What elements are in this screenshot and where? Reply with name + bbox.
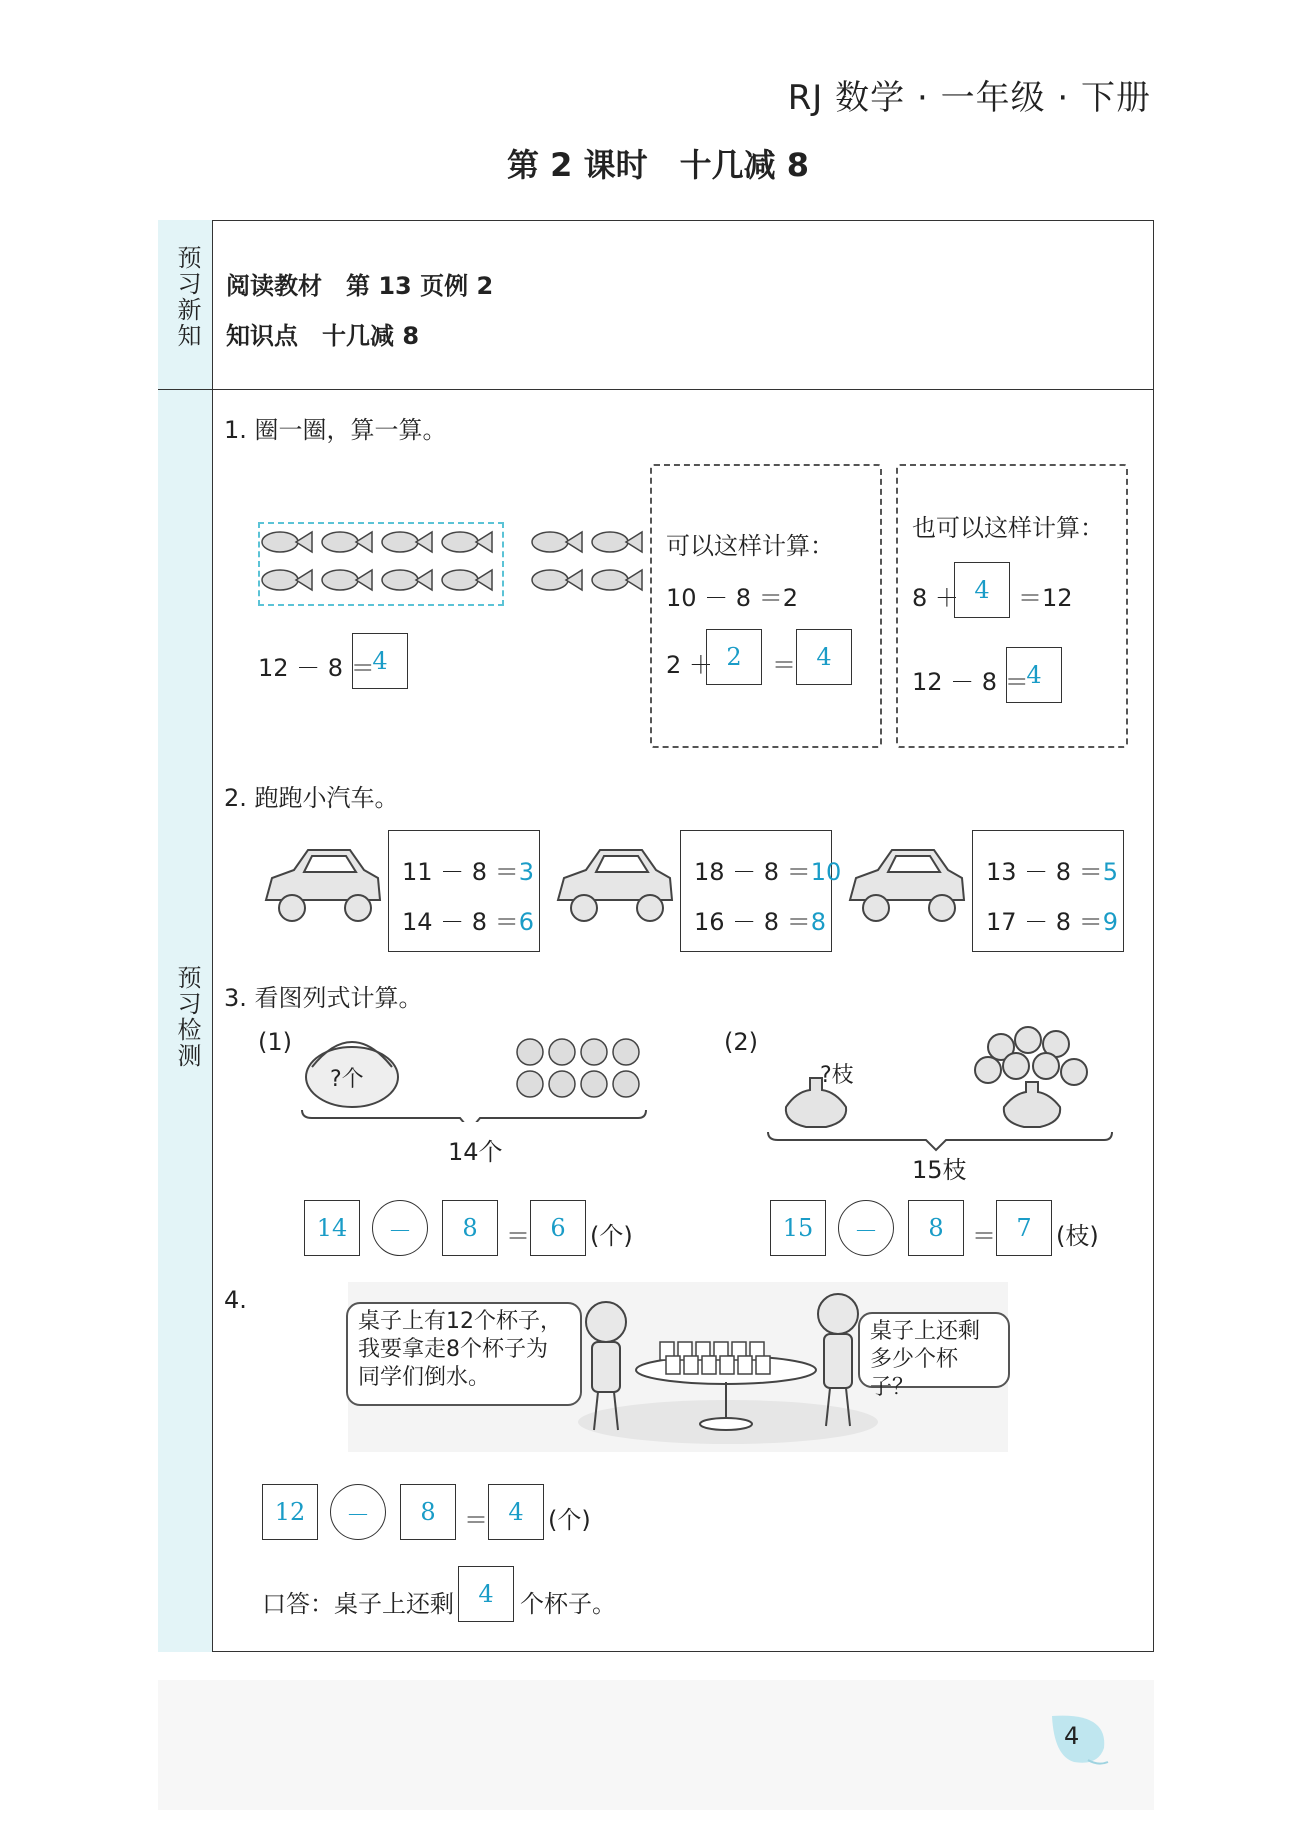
q3-part1-total: 14个: [448, 1138, 503, 1166]
q4-answer-prefix: 口答：桌子上还剩: [262, 1590, 454, 1618]
cup-icon: [702, 1356, 716, 1374]
apple-icon: [517, 1039, 543, 1065]
circled-fish-group: [258, 522, 504, 606]
apple-icon: [517, 1071, 543, 1097]
method2-right: ＝12: [1018, 584, 1073, 612]
car-icon: [550, 840, 678, 932]
method1-line1: 10 － 8 ＝2: [666, 584, 798, 612]
q3-p2-eq: ＝: [972, 1222, 996, 1250]
cup-icon: [756, 1356, 770, 1374]
check-side-label: 预习检测: [173, 965, 201, 1069]
q3-p2-unit: (枝): [1056, 1222, 1099, 1250]
apple-icon: [613, 1071, 639, 1097]
speech-bubble-left: 桌子上有12个杯子， 我要拿走8个杯子为 同学们倒水。: [346, 1302, 582, 1406]
method2-left: 8 ＋: [912, 584, 959, 612]
vase-icon: [1004, 1082, 1060, 1127]
apple-icon: [613, 1039, 639, 1065]
total-brace: [302, 1110, 646, 1122]
card-answer: 9: [1102, 908, 1118, 936]
book-header: RJ 数学 · 一年级 · 下册: [787, 78, 1151, 118]
q3-p1-operator[interactable]: －: [372, 1200, 428, 1256]
preview-side-label: 预习新知: [173, 245, 201, 349]
method1-box2[interactable]: 4: [796, 629, 852, 685]
method2-eq: 12 － 8 ＝: [912, 668, 1029, 696]
lesson-title: 第 2 课时 十几减 8: [507, 146, 809, 184]
q4-result[interactable]: 4: [488, 1484, 544, 1540]
q3-p2-box-a[interactable]: 15: [770, 1200, 826, 1256]
cup-icon: [720, 1356, 734, 1374]
card-eq: 14 － 8 ＝6: [402, 908, 534, 936]
card-eq: 13 － 8 ＝5: [986, 858, 1118, 886]
fish-icon: [532, 532, 582, 552]
cup-icon: [684, 1356, 698, 1374]
fish-icon: [532, 570, 582, 590]
method2-title: 也可以这样计算：: [912, 514, 1104, 542]
flower-icon: [975, 1057, 1001, 1083]
q1-equation: 12 － 8 ＝: [258, 654, 375, 682]
q3-prompt: 3. 看图列式计算。: [224, 984, 423, 1012]
card-answer: 6: [518, 908, 534, 936]
page-footer: [158, 1680, 1154, 1810]
flower-icon: [1003, 1053, 1029, 1079]
q3-p2-box-b[interactable]: 8: [908, 1200, 964, 1256]
q3-part1-unknown: ?个: [330, 1067, 364, 1092]
apple-icon: [581, 1071, 607, 1097]
total-brace: [768, 1132, 1112, 1150]
card-answer: 10: [810, 858, 842, 886]
q2-prompt: 2. 跑跑小汽车。: [224, 784, 399, 812]
apple-icon: [549, 1039, 575, 1065]
fish-icon: [592, 570, 642, 590]
q4-operator[interactable]: －: [330, 1484, 386, 1540]
method2-box2[interactable]: 4: [1006, 647, 1062, 703]
cup-icon: [666, 1356, 680, 1374]
flower-icon: [1015, 1027, 1041, 1053]
method1-box1[interactable]: 2: [706, 629, 762, 685]
reading-line: 阅读教材 第 13 页例 2: [226, 272, 494, 300]
page-number: 4: [1064, 1722, 1080, 1750]
card-eq: 17 － 8 ＝9: [986, 908, 1118, 936]
car-icon: [842, 840, 970, 932]
method1-plus: 2 ＋: [666, 651, 713, 679]
q3-p2-operator[interactable]: －: [838, 1200, 894, 1256]
apple-icon: [549, 1071, 575, 1097]
fish-icon: [592, 532, 642, 552]
method1-eq: ＝: [772, 651, 796, 679]
q3-p2-result[interactable]: 7: [996, 1200, 1052, 1256]
q4-unit: (个): [548, 1506, 591, 1534]
card-answer: 3: [518, 858, 534, 886]
q3-part2-label: (2): [724, 1028, 758, 1056]
q4-box-a[interactable]: 12: [262, 1484, 318, 1540]
q3-part2-unknown: ?枝: [820, 1063, 854, 1088]
q3-p1-result[interactable]: 6: [530, 1200, 586, 1256]
q3-p1-eq: ＝: [506, 1222, 530, 1250]
q4-eq: ＝: [464, 1506, 488, 1534]
method1-title: 可以这样计算：: [666, 532, 834, 560]
card-eq: 18 － 8 ＝10: [694, 858, 842, 886]
flower-icon: [1033, 1053, 1059, 1079]
q1-answer-box[interactable]: 4: [352, 633, 408, 689]
row-divider: [158, 389, 1154, 390]
q4-answer-suffix: 个杯子。: [520, 1590, 616, 1618]
car-icon: [258, 840, 386, 932]
q3-p1-box-a[interactable]: 14: [304, 1200, 360, 1256]
apple-icon: [581, 1039, 607, 1065]
vase-flowers-illustration: [766, 1022, 1116, 1152]
card-answer: 8: [810, 908, 826, 936]
speech-bubble-right: 桌子上还剩 多少个杯子？: [858, 1312, 1010, 1388]
card-eq: 11 － 8 ＝3: [402, 858, 534, 886]
card-answer: 5: [1102, 858, 1118, 886]
q3-part1-label: (1): [258, 1028, 292, 1056]
q4-answer-box[interactable]: 4: [458, 1566, 514, 1622]
q4-prompt: 4.: [224, 1286, 247, 1314]
method2-box1[interactable]: 4: [954, 562, 1010, 618]
q1-prompt: 1. 圈一圈，算一算。: [224, 416, 447, 444]
card-eq: 16 － 8 ＝8: [694, 908, 826, 936]
q3-part2-total: 15枝: [912, 1156, 967, 1184]
q4-box-b[interactable]: 8: [400, 1484, 456, 1540]
q3-p1-box-b[interactable]: 8: [442, 1200, 498, 1256]
knowledge-line: 知识点 十几减 8: [226, 322, 420, 350]
cup-icon: [738, 1356, 752, 1374]
flower-icon: [1061, 1059, 1087, 1085]
q3-p1-unit: (个): [590, 1222, 633, 1250]
